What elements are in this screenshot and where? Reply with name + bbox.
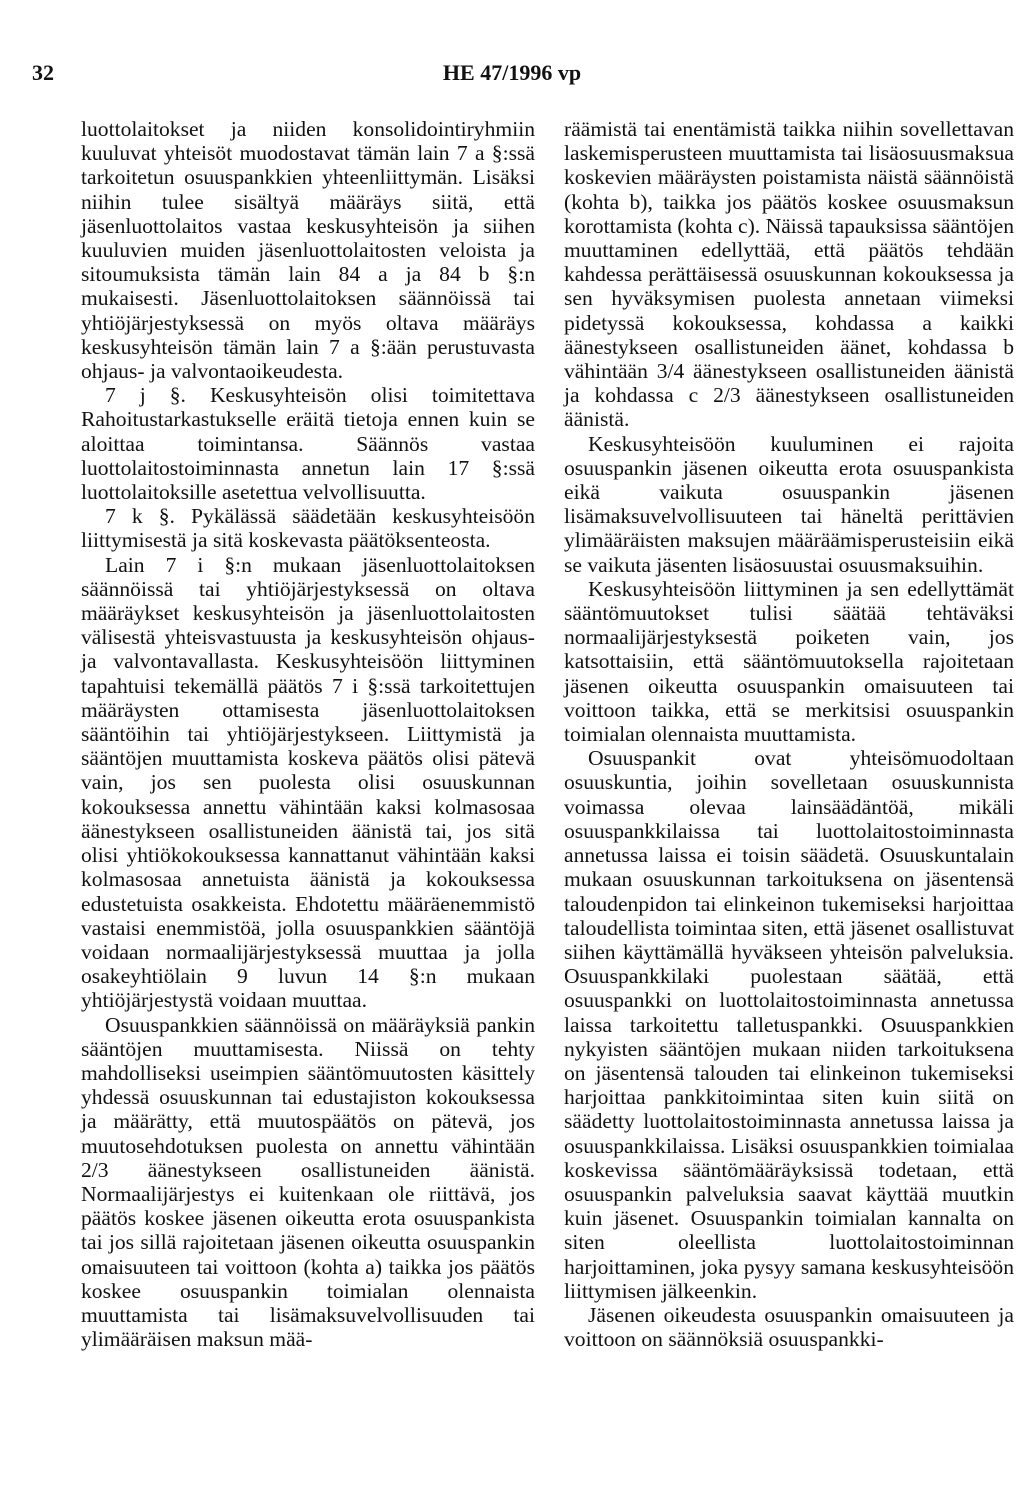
- paragraph: 7 k §. Pykälässä säädetään keskusyhteisöön liittymisestä ja sitä koskevasta päätöksenteosta.: [81, 504, 535, 553]
- paragraph: Osuuspankkien säännöissä on määräyksiä pankin sääntöjen muuttamisesta. Niissä on tehty mahdolliseksi useimpien sääntömuutosten käsittely yhdessä osuuskunnan tai edustajiston kokouksessa ja määrätty, että muutospäätös on pätevä, jos muutosehdotuksen puolesta on annettu vähintään 2/3 äänestykseen osallistuneiden äänistä. Normaalijärjestys ei kuitenkaan ole riittävä, jos päätös koskee jäsenen oikeutta erota osuuspankista tai jos sillä rajoitetaan jäsenen oikeutta osuuspankin omaisuuteen tai voittoon (kohta a) taikka jos päätös koskee osuuspankin toimialan olennaista muuttamista tai lisämaksuvelvollisuuden tai ylimääräisen maksun mää-: [81, 1012, 535, 1352]
- page-header: [0, 58, 1024, 88]
- paragraph: luottolaitokset ja niiden konsolidointiryhmiin kuuluvat yhteisöt muodostavat tämän lain 7 a §:ssä tarkoitetun osuuspankkien yhteenliittymän. Lisäksi niihin tulee sisältyä määräys siitä, että jäsenluottolaitos vastaa keskusyhteisön ja siihen kuuluvien muiden jäsenluottolaitosten veloista ja sitoumuksista tämän lain 84 a ja 84 b §:n mukaisesti. Jäsenluottolaitoksen säännöissä tai yhtiöjärjestyksessä on myös oltava määräys keskusyhteisön tämän lain 7 a §:ään perustuvasta ohjaus- ja valvontaoikeudesta.: [81, 117, 535, 384]
- paragraph: Jäsenen oikeudesta osuuspankin omaisuuteen ja voittoon on säännöksiä osuuspankki-: [564, 1302, 1014, 1352]
- paragraph: Lain 7 i §:n mukaan jäsenluottolaitoksen säännöissä tai yhtiöjärjestyksessä on oltava määräykset keskusyhteisön ja jäsenluottolaitosten välisestä yhteisvastuusta ja keskusyhteisön ohjaus- ja valvontavallasta. Keskusyhteisöön liittyminen tapahtuisi tekemällä päätös 7 i §:ssä tarkoitettujen määräysten ottamisesta jäsenluottolaitoksen sääntöihin tai yhtiöjärjestykseen. Liittymistä ja sääntöjen muuttamista koskeva päätös olisi pätevä vain, jos sen puolesta olisi osuuskunnan kokouksessa annettu vähintään kaksi kolmasosaa äänestykseen osallistuneiden äänistä tai, jos sitä olisi yhtiökokouksessa kannattanut vähintään kaksi kolmasosaa annetuista äänistä ja kokouksessa edustetuista osakkeista. Ehdotettu määräenemmistö vastaisi enemmistöä, jolla osuuspankkien sääntöjä voidaan normaalijärjestyksessä muuttaa ja jolla osakeyhtiölain 9 luvun 14 §:n mukaan yhtiöjärjestystä voidaan muuttaa.: [81, 552, 535, 1013]
- document-id: HE 47/1996 vp: [442, 60, 582, 85]
- page-number: 32: [32, 60, 54, 85]
- paragraph: Osuuspankit ovat yhteisömuodoltaan osuuskuntia, joihin sovelletaan osuuskunnista voimassa olevaa lainsäädäntöä, mikäli osuuspankkilaissa tai luottolaitostoiminnasta annetussa laissa ei toisin säädetä. Osuuskuntalain mukaan osuuskunnan tarkoituksena on jäsentensä taloudenpidon tai elinkeinon tukemiseksi harjoittaa taloudellista toimintaa siten, että jäsenet osallistuvat siihen käyttämällä hyväkseen yhteisön palveluksia. Osuuspankkilaki puolestaan säätää, että osuuspankki on luottolaitostoiminnasta annetussa laissa tarkoitettu talletuspankki. Osuuspankkien nykyisten sääntöjen mukaan niiden tarkoituksena on jäsentensä talouden tai elinkeinon tukemiseksi harjoittaa pankkitoimintaa siten kuin siitä on säädetty luottolaitostoiminnasta annetussa laissa ja osuuspankkilaissa. Lisäksi osuuspankkien toimialaa koskevissa sääntömääräyksissä todetaan, että osuuspankin palveluksia saavat käyttää muutkin kuin jäsenet. Osuuspankin toimialan kannalta on siten oleellista luottolaitostoiminnan harjoittaminen, joka pysyy samana keskusyhteisöön liittymisen jälkeenkin.: [564, 746, 1014, 1303]
- left-column: [81, 117, 535, 1351]
- paragraph: Keskusyhteisöön liittyminen ja sen edellyttämät sääntömuutokset tulisi säätää tehtäväksi normaalijärjestyksestä poiketen vain, jos katsottaisiin, että sääntömuutoksella rajoitetaan jäsenen oikeutta osuuspankin omaisuuteen tai voittoon taikka, että se merkitsisi osuuspankin toimialan olennaista muuttamista.: [564, 576, 1014, 747]
- paragraph: Keskusyhteisöön kuuluminen ei rajoita osuuspankin jäsenen oikeutta erota osuuspankista eikä vaikuta osuuspankin jäsenen lisämaksuvelvollisuuteen tai häneltä perittävien ylimääräisten maksujen määräämisperusteisiin eikä se vaikuta jäsenten lisäosuustai osuusmaksuihin.: [564, 431, 1014, 577]
- right-column: [564, 117, 1014, 1351]
- paragraph: 7 j §. Keskusyhteisön olisi toimitettava Rahoitustarkastukselle eräitä tietoja ennen kuin se aloittaa toimintansa. Säännös vastaa luottolaitostoiminnasta annetun lain 17 §:ssä luottolaitoksille asetettua velvollisuutta.: [81, 383, 535, 505]
- paragraph: räämistä tai enentämistä taikka niihin sovellettavan laskemisperusteen muuttamista tai lisäosuusmaksua koskevien määräysten poistamista näistä säännöistä (kohta b), taikka jos päätös koskee osuusmaksun korottamista (kohta c). Näissä tapauksissa sääntöjen muuttaminen edellyttää, että päätös tehdään kahdessa perättäisessä osuuskunnan kokouksessa ja sen hyväksymisen puolesta annetaan viimeksi pidetyssä kokouksessa, kohdassa a kaikki äänestykseen osallistuneiden äänet, kohdassa b vähintään 3/4 äänestykseen osallistuneiden äänistä ja kohdassa c 2/3 äänestykseen osallistuneiden äänistä.: [564, 117, 1014, 432]
